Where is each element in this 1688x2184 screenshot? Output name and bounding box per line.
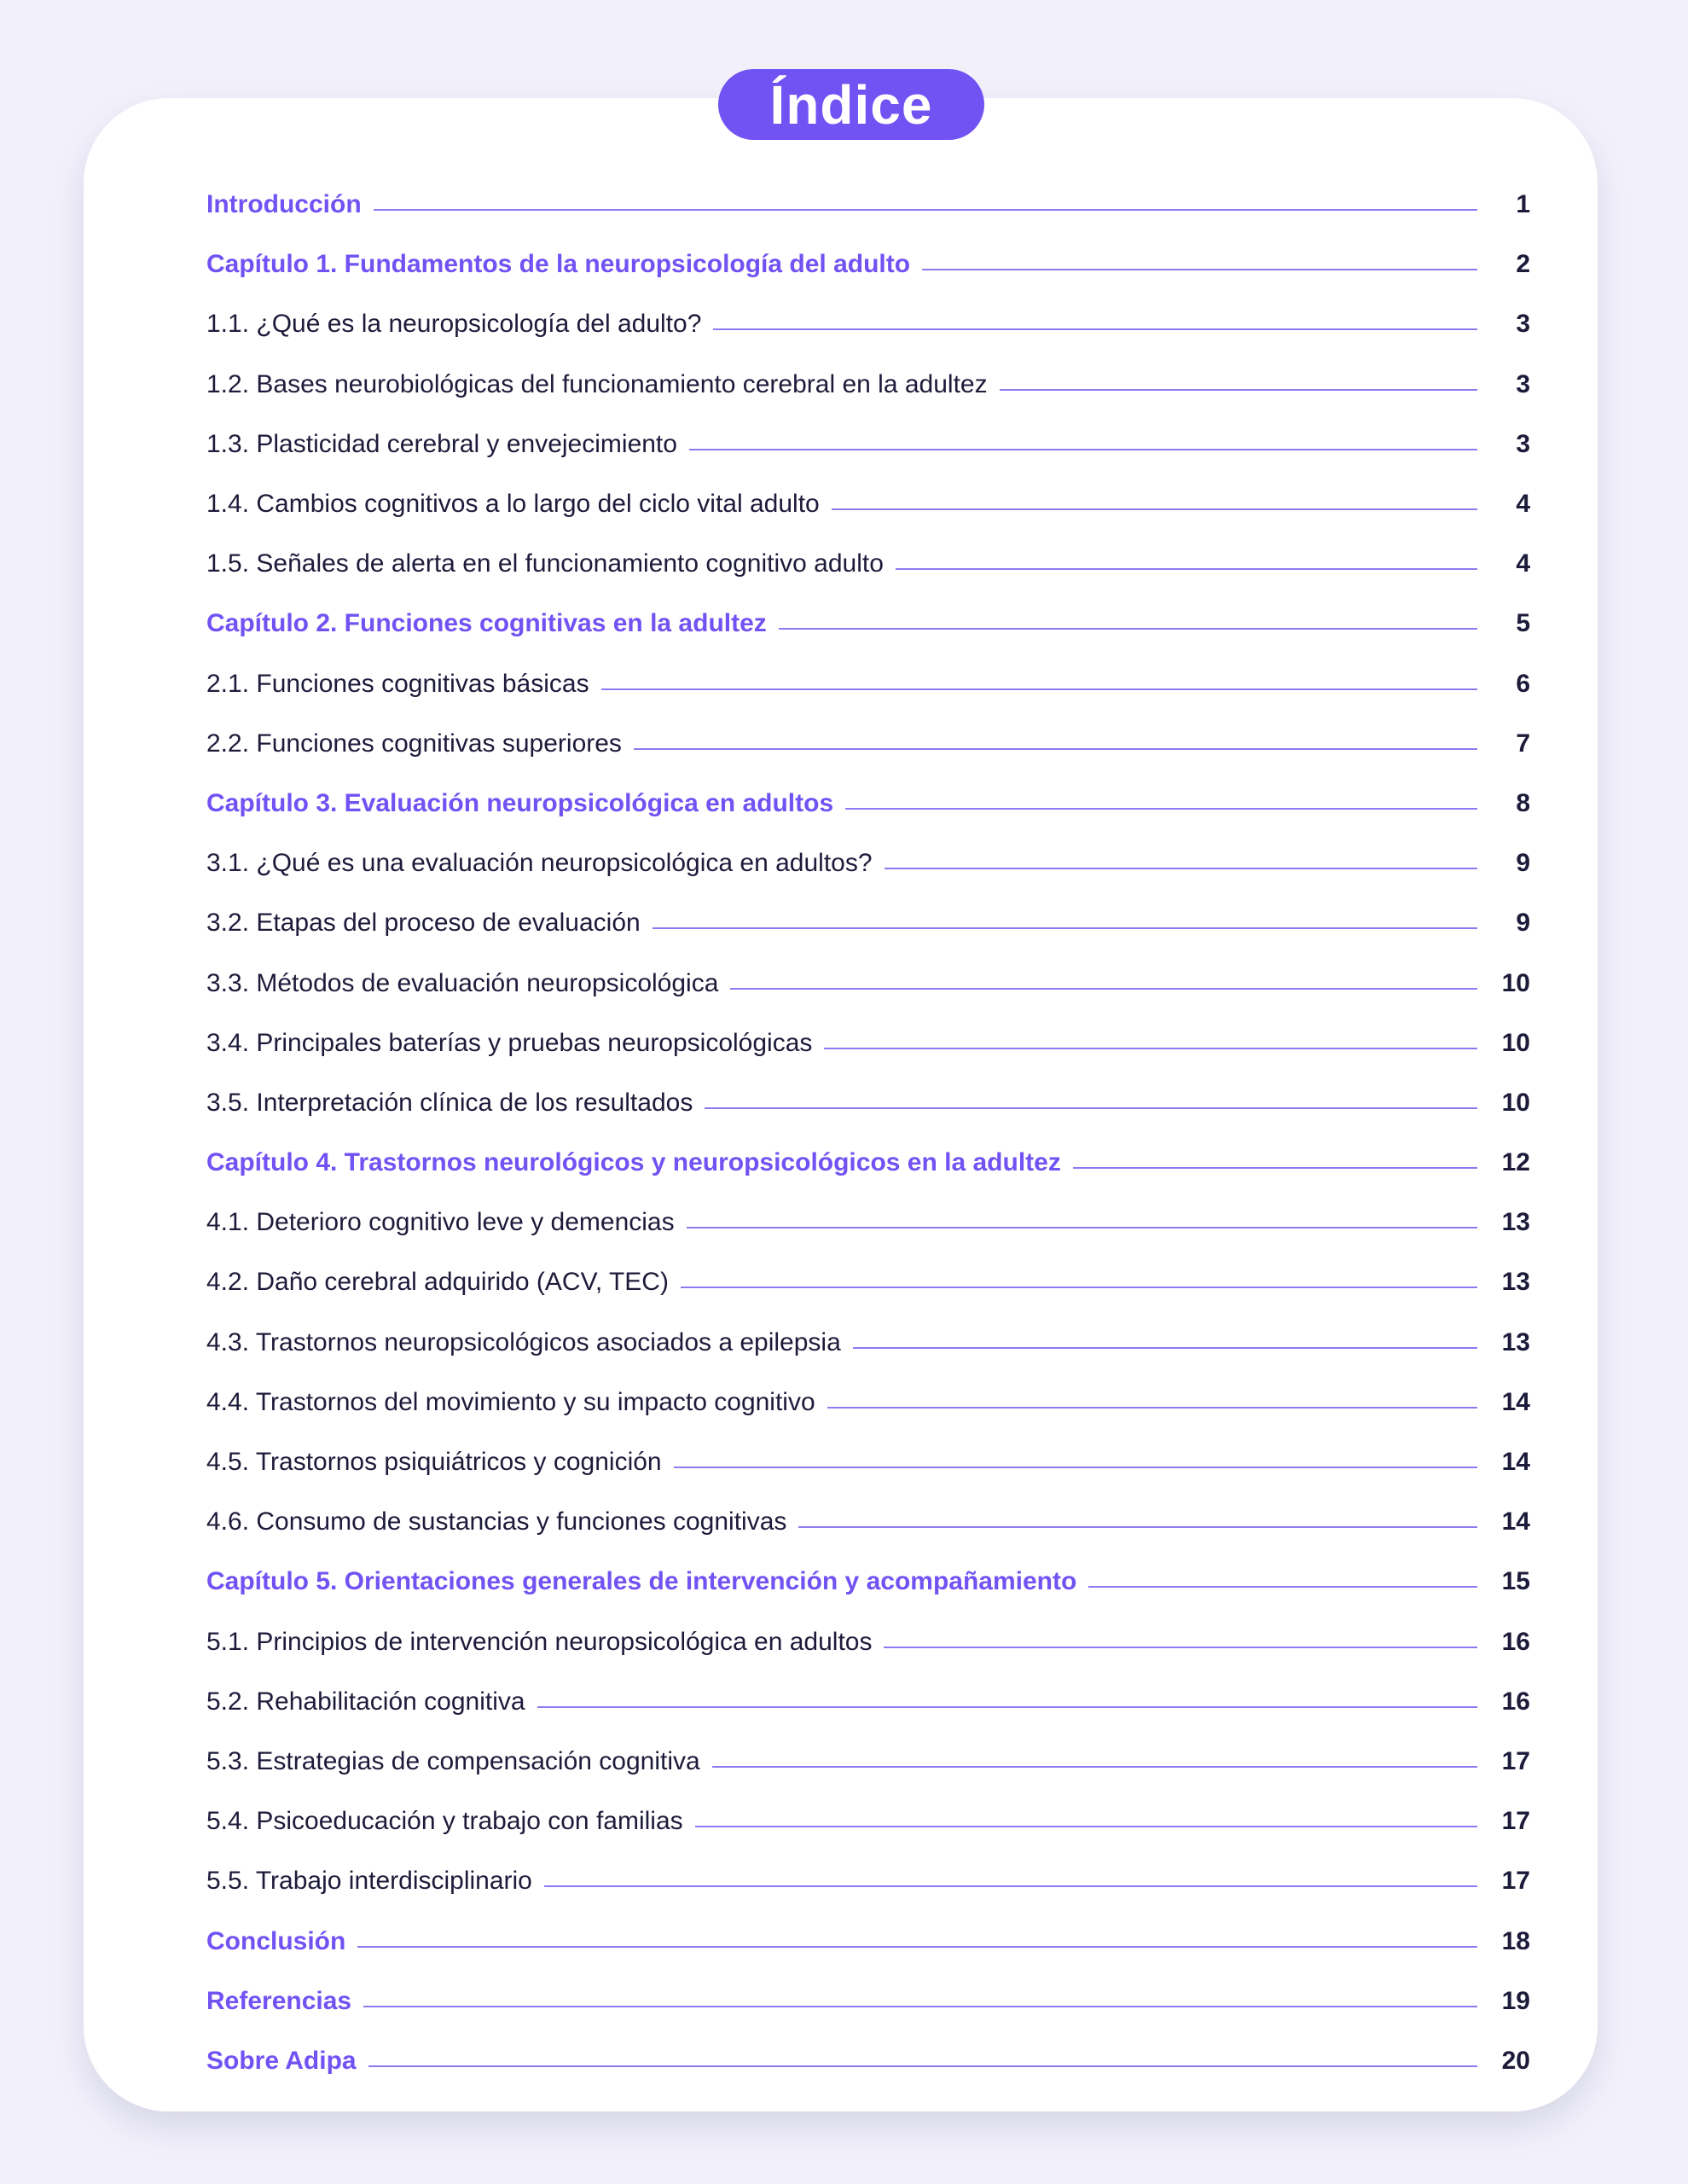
toc-leader-line [634, 748, 1477, 750]
toc-entry-label: Capítulo 5. Orientaciones generales de intervención y acompañamiento [206, 1567, 1077, 1596]
toc-page-number: 10 [1501, 968, 1530, 997]
toc-leader-line [689, 449, 1477, 450]
toc-entry-label: 5.1. Principios de intervención neuropsicológica en adultos [206, 1627, 873, 1656]
toc-section-entry[interactable] [206, 953, 1530, 1013]
toc-entry-label: 1.2. Bases neurobiológicas del funcionamiento cerebral en la adultez [206, 369, 988, 398]
toc-section-entry[interactable] [206, 834, 1530, 893]
toc-leader-line [853, 1347, 1477, 1349]
toc-section-entry[interactable] [206, 1432, 1530, 1492]
toc-page-number: 9 [1516, 849, 1530, 878]
toc-leader-line [1073, 1167, 1477, 1169]
toc-section-entry[interactable] [206, 1672, 1530, 1732]
toc-leader-line [357, 1946, 1477, 1948]
toc-page-number: 17 [1501, 1867, 1530, 1896]
toc-page-number: 9 [1516, 909, 1530, 938]
table-of-contents [206, 175, 1530, 2091]
toc-leader-line [832, 508, 1477, 510]
toc-entry-label: 1.1. ¿Qué es la neuropsicología del adulto? [206, 310, 702, 339]
toc-page-number: 15 [1501, 1567, 1530, 1596]
toc-section-entry[interactable] [206, 1732, 1530, 1792]
toc-section-entry[interactable] [206, 534, 1530, 594]
toc-section-entry[interactable] [206, 415, 1530, 474]
toc-leader-line [845, 808, 1477, 810]
toc-section-entry[interactable] [206, 1373, 1530, 1432]
toc-chapter-entry[interactable] [206, 1911, 1530, 1971]
toc-page-number: 17 [1501, 1807, 1530, 1836]
toc-page-number: 13 [1501, 1208, 1530, 1237]
toc-chapter-entry[interactable] [206, 235, 1530, 294]
toc-section-entry[interactable] [206, 294, 1530, 354]
toc-section-entry[interactable] [206, 355, 1530, 415]
toc-section-entry[interactable] [206, 1612, 1530, 1672]
toc-entry-label: 3.2. Etapas del proceso de evaluación [206, 909, 641, 938]
toc-leader-line [824, 1048, 1477, 1049]
toc-entry-label: Capítulo 1. Fundamentos de la neuropsicología del adulto [206, 250, 911, 279]
toc-leader-line [798, 1526, 1477, 1528]
toc-chapter-entry[interactable] [206, 1972, 1530, 2031]
toc-section-entry[interactable] [206, 1252, 1530, 1312]
toc-entry-label: 2.2. Funciones cognitivas superiores [206, 729, 622, 758]
toc-section-entry[interactable] [206, 1073, 1530, 1133]
toc-page-number: 18 [1501, 1926, 1530, 1955]
toc-page-number: 16 [1501, 1687, 1530, 1716]
toc-entry-label: 2.1. Funciones cognitivas básicas [206, 669, 589, 698]
toc-page-number: 14 [1501, 1448, 1530, 1477]
toc-page-number: 3 [1516, 429, 1530, 458]
toc-leader-line [730, 988, 1477, 990]
toc-page-number: 13 [1501, 1268, 1530, 1297]
toc-page-number: 12 [1501, 1148, 1530, 1177]
toc-chapter-entry[interactable] [206, 2031, 1530, 2091]
toc-entry-label: Conclusión [206, 1926, 346, 1955]
toc-page-number: 14 [1501, 1387, 1530, 1416]
toc-section-entry[interactable] [206, 714, 1530, 774]
toc-chapter-entry[interactable] [206, 175, 1530, 235]
toc-leader-line [368, 2065, 1477, 2067]
toc-section-entry[interactable] [206, 1014, 1530, 1073]
toc-entry-label: 4.6. Consumo de sustancias y funciones cognitivas [206, 1507, 787, 1536]
toc-page-number: 20 [1501, 2046, 1530, 2075]
toc-chapter-entry[interactable] [206, 1133, 1530, 1193]
toc-leader-line [922, 269, 1477, 270]
toc-leader-line [896, 568, 1477, 570]
toc-leader-line [363, 2006, 1477, 2007]
toc-leader-line [712, 1766, 1477, 1768]
toc-entry-label: 3.3. Métodos de evaluación neuropsicológica [206, 968, 719, 997]
toc-leader-line [1000, 389, 1477, 391]
toc-section-entry[interactable] [206, 893, 1530, 953]
toc-entry-label: 3.5. Interpretación clínica de los resultados [206, 1088, 693, 1117]
toc-page-number: 4 [1516, 549, 1530, 578]
toc-page-number: 6 [1516, 669, 1530, 698]
toc-entry-label: Sobre Adipa [206, 2046, 357, 2075]
toc-leader-line [681, 1287, 1477, 1288]
toc-entry-label: 5.3. Estrategias de compensación cognitiva [206, 1746, 700, 1775]
toc-leader-line [705, 1107, 1477, 1109]
toc-entry-label: Capítulo 4. Trastornos neurológicos y neuropsicológicos en la adultez [206, 1148, 1061, 1177]
toc-leader-line [884, 1647, 1477, 1648]
toc-page-number: 10 [1501, 1088, 1530, 1117]
toc-leader-line [537, 1706, 1477, 1708]
toc-entry-label: Referencias [206, 1986, 352, 2015]
toc-entry-label: 3.4. Principales baterías y pruebas neuropsicológicas [206, 1028, 813, 1057]
toc-chapter-entry[interactable] [206, 594, 1530, 653]
page-title: Índice [718, 69, 984, 140]
toc-leader-line [713, 328, 1477, 330]
toc-leader-line [687, 1227, 1477, 1228]
toc-section-entry[interactable] [206, 654, 1530, 714]
toc-entry-label: 4.5. Trastornos psiquiátricos y cognición [206, 1448, 662, 1477]
toc-section-entry[interactable] [206, 1792, 1530, 1851]
toc-section-entry[interactable] [206, 1313, 1530, 1373]
toc-leader-line [674, 1467, 1477, 1468]
toc-page-number: 5 [1516, 609, 1530, 638]
toc-entry-label: 4.3. Trastornos neuropsicológicos asociados a epilepsia [206, 1327, 841, 1356]
toc-page-number: 7 [1516, 729, 1530, 758]
toc-page-number: 19 [1501, 1986, 1530, 2015]
toc-page-number: 10 [1501, 1028, 1530, 1057]
toc-section-entry[interactable] [206, 1851, 1530, 1911]
toc-chapter-entry[interactable] [206, 1552, 1530, 1612]
toc-entry-label: 5.2. Rehabilitación cognitiva [206, 1687, 525, 1716]
toc-page-number: 13 [1501, 1327, 1530, 1356]
toc-entry-label: Capítulo 3. Evaluación neuropsicológica en adultos [206, 788, 834, 817]
toc-entry-label: 1.5. Señales de alerta en el funcionamiento cognitivo adulto [206, 549, 884, 578]
toc-entry-label: 3.1. ¿Qué es una evaluación neuropsicológica en adultos? [206, 849, 873, 878]
toc-entry-label: 5.4. Psicoeducación y trabajo con familias [206, 1807, 683, 1836]
toc-leader-line [885, 868, 1477, 869]
toc-page-number: 1 [1516, 190, 1530, 219]
toc-page-number: 3 [1516, 310, 1530, 339]
toc-entry-label: 4.4. Trastornos del movimiento y su impacto cognitivo [206, 1387, 815, 1416]
toc-page-number: 8 [1516, 788, 1530, 817]
toc-page-number: 2 [1516, 250, 1530, 279]
toc-leader-line [827, 1407, 1477, 1409]
toc-leader-line [601, 688, 1477, 690]
toc-entry-label: Introducción [206, 190, 362, 219]
toc-leader-line [544, 1885, 1477, 1887]
toc-chapter-entry[interactable] [206, 774, 1530, 834]
toc-page-number: 3 [1516, 369, 1530, 398]
toc-leader-line [695, 1826, 1477, 1827]
toc-leader-line [779, 628, 1477, 630]
toc-leader-line [653, 927, 1477, 929]
toc-section-entry[interactable] [206, 1193, 1530, 1252]
toc-leader-line [374, 209, 1477, 211]
toc-section-entry[interactable] [206, 1492, 1530, 1552]
toc-page-number: 14 [1501, 1507, 1530, 1536]
toc-section-entry[interactable] [206, 474, 1530, 534]
toc-entry-label: 4.1. Deterioro cognitivo leve y demencias [206, 1208, 675, 1237]
toc-entry-label: 1.3. Plasticidad cerebral y envejecimiento [206, 429, 677, 458]
toc-entry-label: 1.4. Cambios cognitivos a lo largo del ciclo vital adulto [206, 490, 820, 519]
toc-entry-label: Capítulo 2. Funciones cognitivas en la adultez [206, 609, 767, 638]
toc-entry-label: 4.2. Daño cerebral adquirido (ACV, TEC) [206, 1268, 669, 1297]
toc-entry-label: 5.5. Trabajo interdisciplinario [206, 1867, 532, 1896]
toc-page-number: 4 [1516, 490, 1530, 519]
toc-leader-line [1088, 1586, 1477, 1588]
toc-page-number: 16 [1501, 1627, 1530, 1656]
toc-page-number: 17 [1501, 1746, 1530, 1775]
